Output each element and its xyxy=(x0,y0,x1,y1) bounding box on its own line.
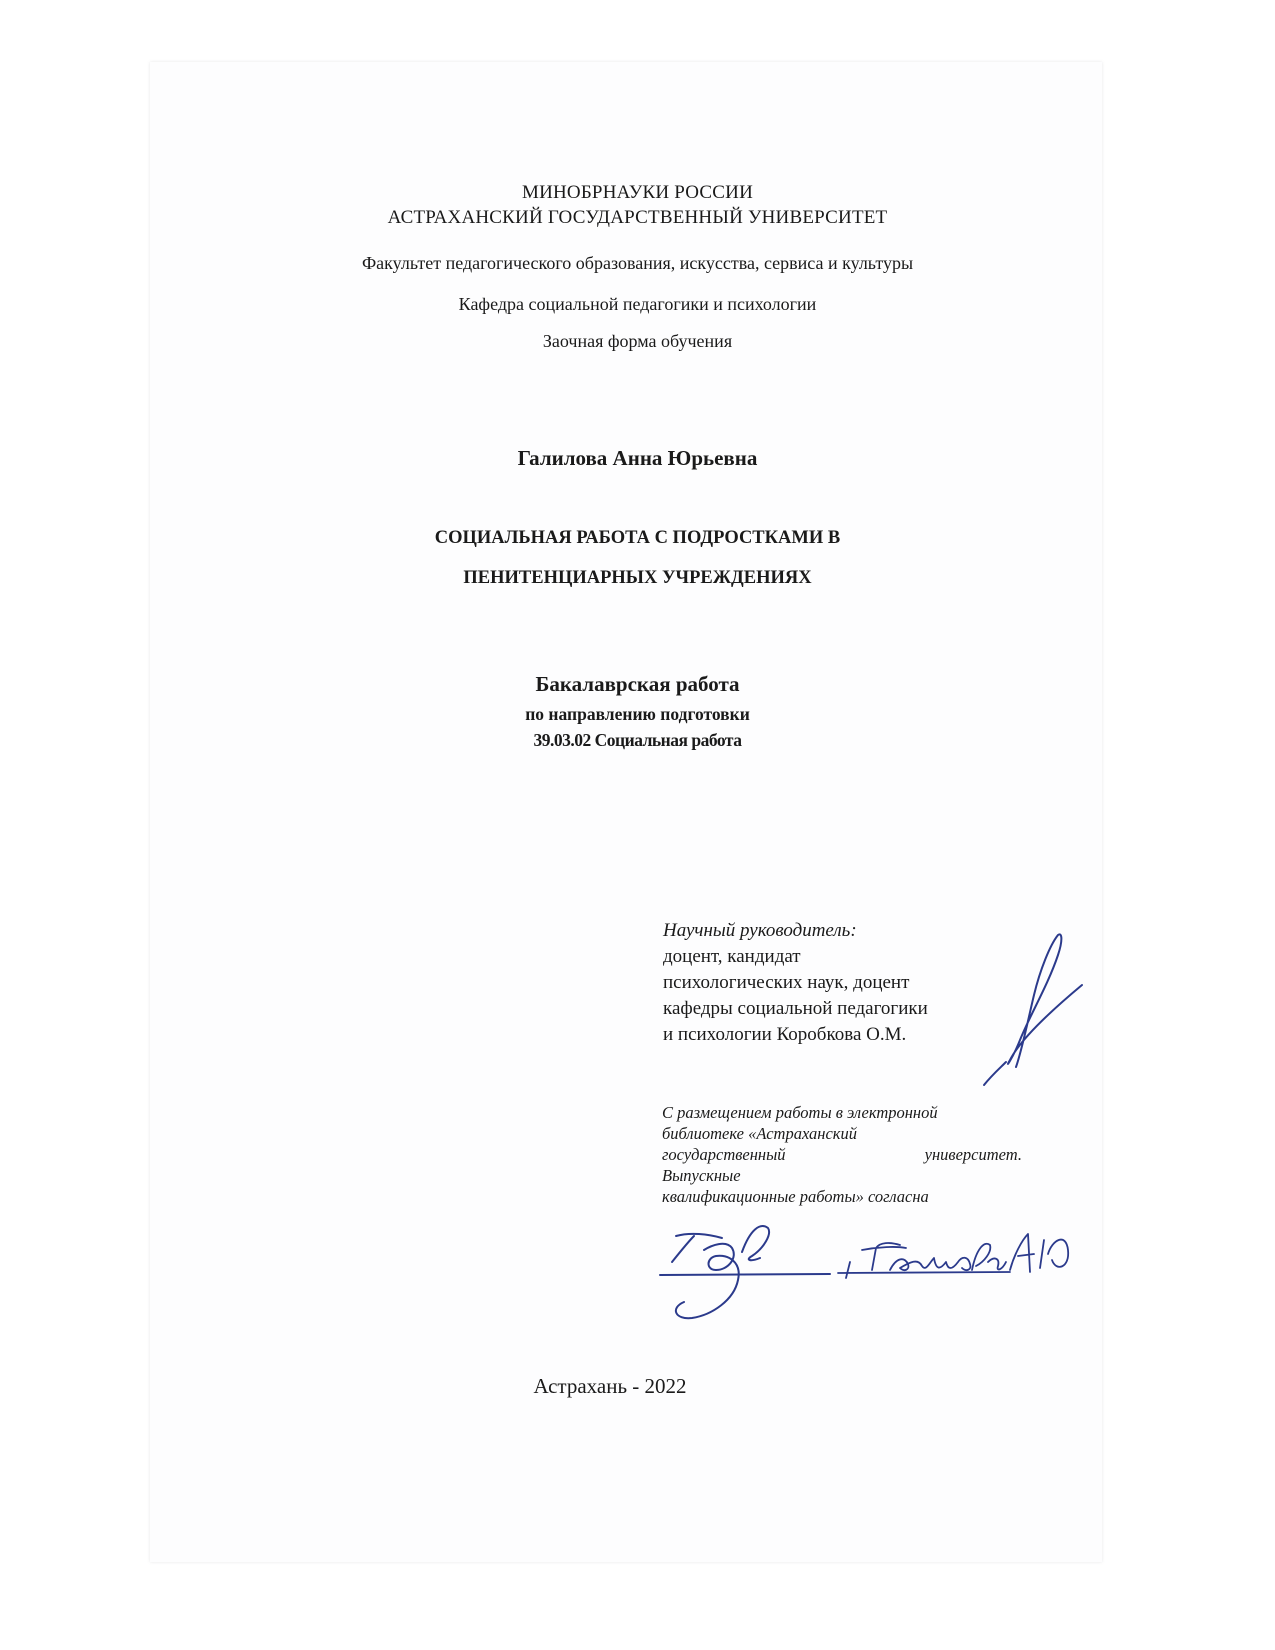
supervisor-line: и психологии Коробкова О.М. xyxy=(663,1024,907,1045)
program-name: 39.03.02 Социальная работа xyxy=(533,730,742,750)
consent-line: библиотеке «Астраханский xyxy=(662,1124,858,1143)
department-name: Кафедра социальной педагогики и психологии xyxy=(458,294,817,314)
work-type: Бакалаврская работа xyxy=(535,672,740,696)
supervisor-heading: Научный руководитель: xyxy=(663,920,857,941)
university-name: АСТРАХАНСКИЙ ГОСУДАРСТВЕННЫЙ УНИВЕРСИТЕТ xyxy=(387,207,888,228)
consent-line: Выпускные xyxy=(662,1166,741,1185)
document-page xyxy=(150,62,1102,1562)
supervisor-block xyxy=(663,918,1023,1048)
supervisor-line: психологических наук, доцент xyxy=(663,972,910,993)
study-form: Заочная форма обучения xyxy=(542,331,733,351)
city-year: Астрахань - 2022 xyxy=(533,1374,687,1398)
consent-line: С размещением работы в электронной xyxy=(662,1103,938,1122)
faculty-name: Факультет педагогического образования, искусства, сервиса и культуры xyxy=(361,253,914,273)
supervisor-line: кафедры социальной педагогики xyxy=(663,998,928,1019)
thesis-title-line-2: ПЕНИТЕНЦИАРНЫХ УЧРЕЖДЕНИЯХ xyxy=(463,568,812,588)
consent-line xyxy=(662,1144,1022,1165)
direction-label: по направлению подготовки xyxy=(525,704,750,724)
consent-word: университет. xyxy=(924,1145,1022,1164)
ministry-name: МИНОБРНАУКИ РОССИИ xyxy=(521,182,754,203)
consent-block xyxy=(662,1102,1026,1207)
supervisor-line: доцент, кандидат xyxy=(663,946,801,967)
author-name: Галилова Анна Юрьевна xyxy=(517,446,758,470)
consent-line: квалификационные работы» согласна xyxy=(662,1187,929,1206)
thesis-title-line-1: СОЦИАЛЬНАЯ РАБОТА С ПОДРОСТКАМИ В xyxy=(434,528,841,548)
consent-word: государственный xyxy=(662,1145,786,1164)
